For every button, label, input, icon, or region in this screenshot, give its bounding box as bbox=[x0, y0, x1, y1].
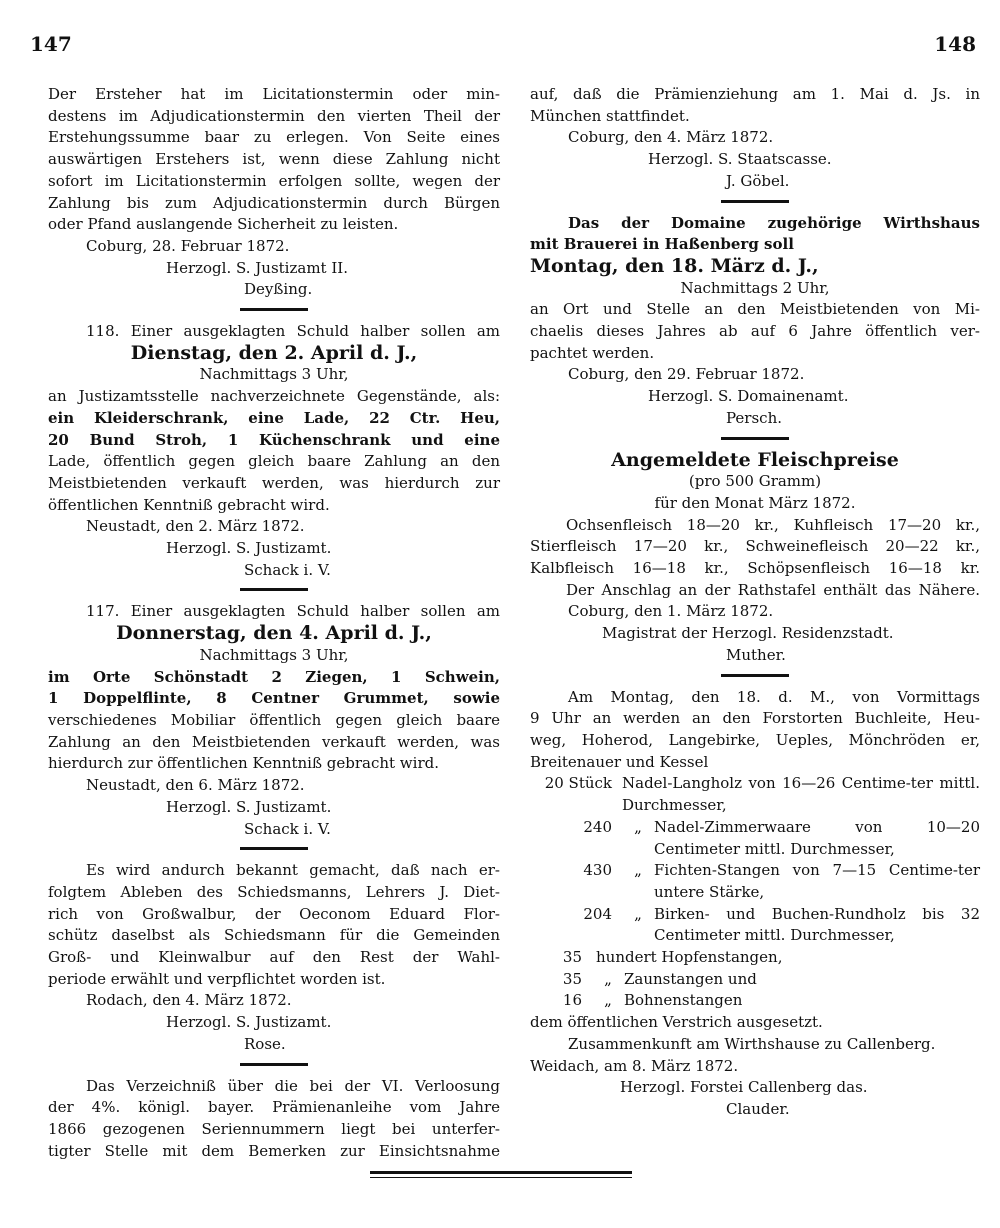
text-line: weg, Hoherod, Langebirke, Ueples, Mönchröden er, bbox=[530, 730, 980, 749]
separator-rule bbox=[240, 308, 308, 311]
text-line: Am Montag, den 18. d. M., von Vormittags bbox=[568, 687, 980, 706]
text-line: destens im Adjudicationstermin den vierten Theil der bbox=[48, 106, 500, 125]
left-column bbox=[48, 84, 500, 1162]
signature-name: Deyßing. bbox=[244, 280, 313, 299]
text-line: 20 Bund Stroh, 1 Küchenschrank und eine bbox=[48, 430, 500, 449]
item-ditto-mark: „ bbox=[634, 861, 642, 880]
text-line: Meistbietenden verkauft werden, was hierdurch zur bbox=[48, 473, 500, 492]
separator-rule bbox=[721, 674, 789, 677]
auction-date: Dienstag, den 2. April d. J., bbox=[130, 341, 418, 364]
place-date: Rodach, den 4. März 1872. bbox=[86, 991, 292, 1010]
text-line: tigter Stelle mit dem Bemerken zur Einsichtsnahme bbox=[48, 1141, 500, 1160]
signature-name: J. Göbel. bbox=[726, 171, 790, 190]
place-date: Neustadt, den 2. März 1872. bbox=[86, 517, 305, 536]
text-line: an Ort und Stelle an den Meistbietenden von Mi- bbox=[530, 300, 980, 319]
separator-rule bbox=[721, 200, 789, 203]
text-line: verschiedenes Mobiliar öffentlich gegen gleich baare bbox=[48, 710, 500, 729]
item-quantity: 35 bbox=[562, 948, 582, 967]
text-line: Zahlung an den Meistbietenden verkauft werden, was bbox=[48, 732, 500, 751]
signature-name: Rose. bbox=[244, 1034, 286, 1053]
signature-office: Magistrat der Herzogl. Residenzstadt. bbox=[602, 624, 894, 643]
place-date: Coburg, den 1. März 1872. bbox=[568, 602, 774, 621]
item-quantity: 16 bbox=[562, 991, 582, 1010]
signature-name: Clauder. bbox=[726, 1099, 790, 1118]
notice-licitation-terms bbox=[48, 84, 500, 301]
text-line: pachtet werden. bbox=[530, 343, 655, 362]
signature-office: Herzogl. S. Justizamt. bbox=[166, 539, 332, 558]
notice-holzverkauf-outro bbox=[530, 1012, 980, 1121]
separator-rule bbox=[240, 588, 308, 591]
signature-name: Muther. bbox=[726, 645, 786, 664]
item-quantity: 20 Stück bbox=[544, 774, 612, 793]
item-description: Fichten-Stangen von 7—15 Centime-ter untere Stärke, bbox=[654, 861, 980, 901]
text-line: folgtem Ableben des Schiedsmanns, Lehrers J. Diet- bbox=[48, 882, 500, 901]
item-description: Bohnenstangen bbox=[624, 991, 743, 1010]
place-date: Weidach, am 8. März 1872. bbox=[530, 1056, 739, 1075]
item-description: hundert Hopfenstangen, bbox=[596, 948, 783, 967]
bottom-double-rule-top bbox=[370, 1171, 632, 1174]
signature-name: Persch. bbox=[726, 408, 782, 427]
wood-list bbox=[530, 773, 980, 1012]
text-line: dem öffentlichen Verstrich ausgesetzt. bbox=[530, 1013, 823, 1032]
item-description: Birken- und Buchen-Rundholz bis 32 Centimeter mittl. Durchmesser, bbox=[654, 904, 980, 945]
place-date: Coburg, den 29. Februar 1872. bbox=[568, 365, 805, 384]
page-number-right: 148 bbox=[934, 32, 976, 56]
price-line: Kalbfleisch 16—18 kr., Schöpsenfleisch 16—18 kr. bbox=[530, 559, 980, 578]
text-line: ein Kleiderschrank, eine Lade, 22 Ctr. Heu, bbox=[48, 408, 500, 427]
notice-wirthshaus bbox=[530, 213, 980, 430]
item-description: Nadel-Langholz von 16—26 Centime-ter mittl. Durchmesser, bbox=[622, 774, 980, 815]
item-quantity: 204 bbox=[583, 904, 612, 923]
item-quantity: 35 bbox=[562, 969, 582, 988]
signature-name: Schack i. V. bbox=[244, 819, 331, 838]
list-item bbox=[530, 904, 980, 947]
subheading: für den Monat März 1872. bbox=[654, 493, 856, 512]
text-line: mit Brauerei in Haßenberg soll bbox=[530, 235, 794, 254]
text-line: sofort im Licitationstermin erfolgen sollte, wegen der bbox=[48, 171, 500, 190]
text-line: an Justizamtsstelle nachverzeichnete Gegenstände, als: bbox=[48, 387, 500, 406]
text-line: oder Pfand auslangende Sicherheit zu leisten. bbox=[48, 215, 399, 234]
heading: Angemeldete Fleischpreise bbox=[611, 448, 899, 471]
text-line: rich von Großwalbur, der Oeconom Eduard Flor- bbox=[48, 904, 500, 923]
list-item bbox=[530, 817, 980, 860]
text-line: Zahlung bis zum Adjudicationstermin durch Bürgen bbox=[48, 193, 500, 212]
text-line: 9 Uhr an werden an den Forstorten Buchleite, Heu- bbox=[530, 709, 980, 728]
auction-date: Donnerstag, den 4. April d. J., bbox=[116, 622, 432, 645]
signature-office: Herzogl. S. Justizamt. bbox=[166, 797, 332, 816]
text-line: Das der Domaine zugehörige Wirthshaus bbox=[568, 213, 980, 232]
separator-rule bbox=[240, 1063, 308, 1066]
text-line: Das Verzeichniß über die bei der VI. Verloosung bbox=[86, 1076, 500, 1095]
text-line: Zusammenkunft am Wirthshause zu Callenberg. bbox=[568, 1034, 936, 1053]
bottom-double-rule-bottom bbox=[370, 1177, 632, 1178]
price-line: Stierfleisch 17—20 kr., Schweinefleisch 20—22 kr., bbox=[530, 537, 980, 556]
text-line: Lade, öffentlich gegen gleich baare Zahlung an den bbox=[48, 452, 500, 471]
right-column bbox=[530, 84, 980, 1121]
item-ditto-mark: „ bbox=[634, 817, 642, 836]
text-line: der 4%. königl. bayer. Prämienanleihe vom Jahre bbox=[48, 1098, 500, 1117]
text-line: Erstehungssumme baar zu erlegen. Von Seite eines bbox=[48, 128, 500, 147]
notice-fleischpreise bbox=[530, 450, 980, 667]
notice-117 bbox=[48, 601, 500, 840]
place-date: Coburg, den 4. März 1872. bbox=[568, 128, 774, 147]
text-line: auswärtigen Erstehers ist, wenn diese Zahlung nicht bbox=[48, 150, 500, 169]
separator-rule bbox=[721, 437, 789, 440]
signature-office: Herzogl. S. Domainenamt. bbox=[648, 387, 849, 406]
text-line: öffentlichen Kenntniß gebracht wird. bbox=[48, 495, 330, 514]
text-line: im Orte Schönstadt 2 Ziegen, 1 Schwein, bbox=[48, 667, 500, 686]
subheading: (pro 500 Gramm) bbox=[688, 472, 822, 491]
auction-time: Nachmittags 3 Uhr, bbox=[199, 365, 349, 384]
list-item bbox=[530, 969, 980, 991]
text-line: 1866 gezogenen Seriennummern liegt bei unterfer- bbox=[48, 1119, 500, 1138]
text-line: 1 Doppelflinte, 8 Centner Grummet, sowie bbox=[48, 689, 500, 708]
notice-schiedsmann bbox=[48, 860, 500, 1055]
text-line: München stattfindet. bbox=[530, 106, 690, 125]
signature-name: Schack i. V. bbox=[244, 560, 331, 579]
auction-time: Nachmittags 3 Uhr, bbox=[199, 645, 349, 664]
text-line: hierdurch zur öffentlichen Kenntniß gebracht wird. bbox=[48, 754, 439, 773]
price-line: Ochsenfleisch 18—20 kr., Kuhfleisch 17—20 kr., bbox=[566, 515, 980, 534]
separator-rule bbox=[240, 847, 308, 850]
list-item bbox=[530, 860, 980, 903]
item-ditto-mark: „ bbox=[634, 904, 642, 923]
text-line: auf, daß die Prämienziehung am 1. Mai d. Js. in bbox=[530, 85, 980, 103]
text-line: Es wird andurch bekannt gemacht, daß nach er- bbox=[86, 861, 500, 880]
text-line: Breitenauer und Kessel bbox=[530, 752, 709, 771]
text-line: Der Ersteher hat im Licitationstermin oder min- bbox=[48, 85, 500, 103]
list-item bbox=[530, 773, 980, 816]
signature-office: Herzogl. S. Justizamt. bbox=[166, 1013, 332, 1032]
lease-date: Montag, den 18. März d. J., bbox=[530, 254, 819, 277]
place-date: Neustadt, den 6. März 1872. bbox=[86, 776, 305, 795]
item-quantity: 240 bbox=[583, 817, 612, 836]
list-item bbox=[530, 947, 980, 969]
text-line: Groß- und Kleinwalbur auf den Rest der Wahl- bbox=[48, 948, 500, 967]
text-line: periode erwählt und verpflichtet worden ist. bbox=[48, 969, 386, 988]
lease-time: Nachmittags 2 Uhr, bbox=[680, 278, 830, 297]
text-line: 118. Einer ausgeklagten Schuld halber sollen am bbox=[86, 322, 500, 341]
item-quantity: 430 bbox=[583, 861, 612, 880]
signature-office: Herzogl. S. Staatscasse. bbox=[648, 150, 832, 169]
place-date: Coburg, 28. Februar 1872. bbox=[86, 236, 290, 255]
signature-office: Herzogl. S. Justizamt II. bbox=[166, 258, 348, 277]
notice-verloosung bbox=[48, 1076, 500, 1163]
item-description: Zaunstangen und bbox=[624, 969, 757, 988]
item-ditto-mark: „ bbox=[604, 969, 612, 988]
notice-holzverkauf bbox=[530, 687, 980, 774]
text-line: 117. Einer ausgeklagten Schuld halber sollen am bbox=[86, 602, 500, 621]
list-item bbox=[530, 990, 980, 1012]
item-description: Nadel-Zimmerwaare von 10—20 Centimeter mittl. Durchmesser, bbox=[654, 817, 980, 858]
text-line: chaelis dieses Jahres ab auf 6 Jahre öffentlich ver- bbox=[530, 322, 980, 341]
notice-staatscasse bbox=[530, 84, 980, 193]
item-ditto-mark: „ bbox=[604, 991, 612, 1010]
signature-office: Herzogl. Forstei Callenberg das. bbox=[620, 1078, 868, 1097]
text-line: Der Anschlag an der Rathstafel enthält das Nähere. bbox=[566, 580, 980, 599]
page-number-left: 147 bbox=[30, 32, 72, 56]
notice-118 bbox=[48, 321, 500, 581]
text-line: schütz daselbst als Schiedsmann für die Gemeinden bbox=[48, 926, 500, 945]
